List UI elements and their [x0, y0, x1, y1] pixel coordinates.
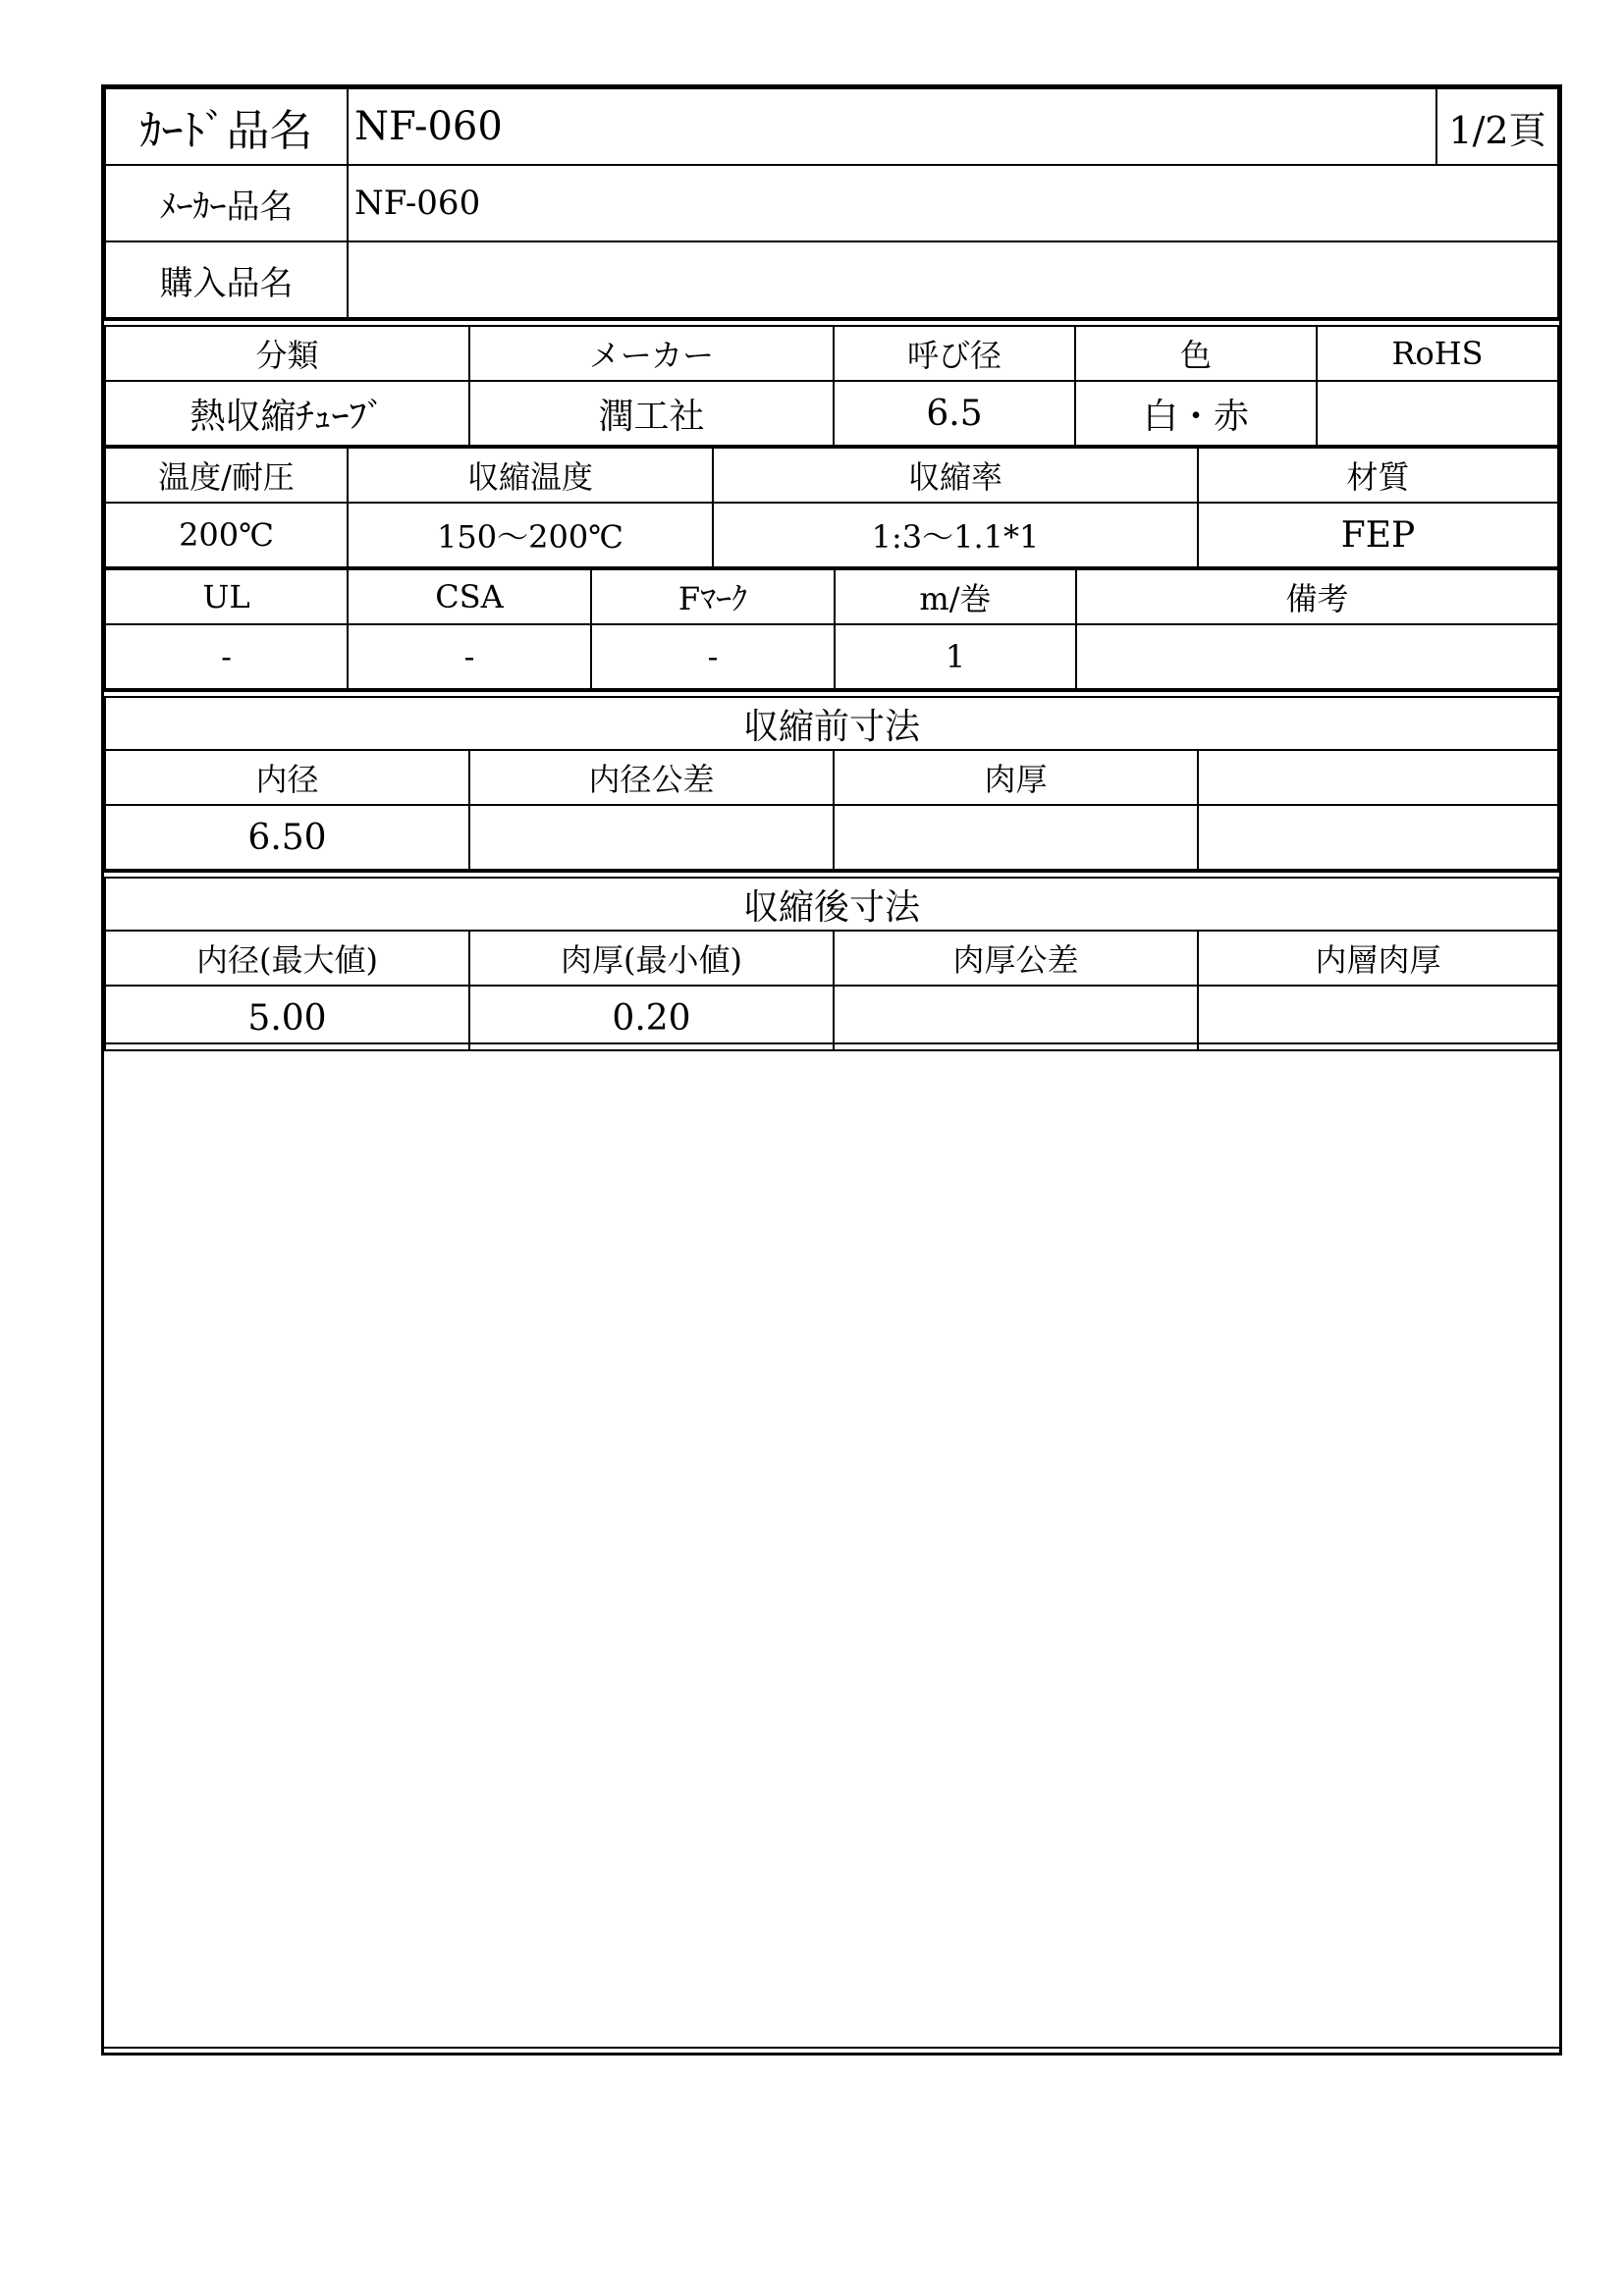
wall-thickness-tolerance-value: [834, 986, 1198, 1050]
inner-diameter-header: 内径: [105, 750, 469, 805]
temperature-pressure-header: 温度/耐圧: [105, 448, 348, 503]
notes-area: [104, 1042, 1559, 2053]
wall-thickness-header: 肉厚: [834, 750, 1198, 805]
purchase-name-value: [348, 241, 1558, 318]
material-value: FEP: [1198, 503, 1558, 567]
spec2-header-row: [105, 448, 1558, 503]
max-inner-diameter-value: 5.00: [105, 986, 469, 1050]
after-shrink-header-row: [105, 931, 1558, 986]
empty-value: [1198, 805, 1558, 870]
f-mark-header: Fﾏｰｸ: [591, 569, 835, 624]
page-number: 1/2頁: [1436, 88, 1558, 165]
min-wall-thickness-header: 肉厚(最小値): [469, 931, 834, 986]
spec1-header-row: [105, 326, 1558, 381]
remarks-value: [1076, 624, 1558, 689]
after-shrink-table: [104, 877, 1559, 1051]
min-wall-thickness-value: 0.20: [469, 986, 834, 1050]
rohs-value: [1317, 381, 1558, 446]
purchase-name-row: [105, 241, 1558, 318]
before-shrink-header-row: [105, 750, 1558, 805]
after-shrink-value-row: [105, 986, 1558, 1050]
category-header: 分類: [105, 326, 469, 381]
spec1-value-row: [105, 381, 1558, 446]
header-table: [104, 87, 1559, 319]
nominal-diameter-value: 6.5: [834, 381, 1075, 446]
remarks-header: 備考: [1076, 569, 1558, 624]
rohs-header: RoHS: [1317, 326, 1558, 381]
empty-header: [1198, 750, 1558, 805]
material-header: 材質: [1198, 448, 1558, 503]
maker-header: メーカー: [469, 326, 834, 381]
spec-table-3: [104, 568, 1559, 690]
meters-per-roll-header: m/巻: [835, 569, 1076, 624]
wall-thickness-value: [834, 805, 1198, 870]
spec3-header-row: [105, 569, 1558, 624]
color-value: 白・赤: [1075, 381, 1317, 446]
inner-diameter-value: 6.50: [105, 805, 469, 870]
max-inner-diameter-header: 内径(最大値): [105, 931, 469, 986]
inner-diameter-tolerance-header: 内径公差: [469, 750, 834, 805]
csa-header: CSA: [348, 569, 591, 624]
card-name-label: ｶｰﾄﾞ品名: [105, 88, 348, 165]
before-shrink-table: [104, 696, 1559, 871]
after-shrink-title-row: [105, 878, 1558, 931]
spec2-value-row: [105, 503, 1558, 567]
before-shrink-title-row: [105, 697, 1558, 750]
category-value: 熱収縮ﾁｭｰﾌﾞ: [105, 381, 469, 446]
inner-layer-thickness-value: [1198, 986, 1558, 1050]
spec-table-2: [104, 447, 1559, 568]
nominal-diameter-header: 呼び径: [834, 326, 1075, 381]
spec-table-1: [104, 325, 1559, 447]
f-mark-value: -: [591, 624, 835, 689]
before-shrink-value-row: [105, 805, 1558, 870]
after-shrink-title: 収縮後寸法: [105, 878, 1558, 931]
maker-name-value: NF-060: [348, 165, 1558, 241]
inner-diameter-tolerance-value: [469, 805, 834, 870]
csa-value: -: [348, 624, 591, 689]
card-name-value: NF-060: [348, 88, 1436, 165]
inner-layer-thickness-header: 内層肉厚: [1198, 931, 1558, 986]
maker-name-label: ﾒｰｶｰ品名: [105, 165, 348, 241]
card-name-row: [105, 88, 1558, 165]
shrink-ratio-value: 1:3～1.1*1: [713, 503, 1198, 567]
maker-value: 潤工社: [469, 381, 834, 446]
wall-thickness-tolerance-header: 肉厚公差: [834, 931, 1198, 986]
spec3-value-row: [105, 624, 1558, 689]
spec-sheet: [101, 84, 1562, 2056]
shrink-temperature-value: 150～200℃: [348, 503, 713, 567]
maker-name-row: [105, 165, 1558, 241]
ul-value: -: [105, 624, 348, 689]
temperature-pressure-value: 200℃: [105, 503, 348, 567]
meters-per-roll-value: 1: [835, 624, 1076, 689]
color-header: 色: [1075, 326, 1317, 381]
ul-header: UL: [105, 569, 348, 624]
shrink-temperature-header: 収縮温度: [348, 448, 713, 503]
purchase-name-label: 購入品名: [105, 241, 348, 318]
shrink-ratio-header: 収縮率: [713, 448, 1198, 503]
before-shrink-title: 収縮前寸法: [105, 697, 1558, 750]
